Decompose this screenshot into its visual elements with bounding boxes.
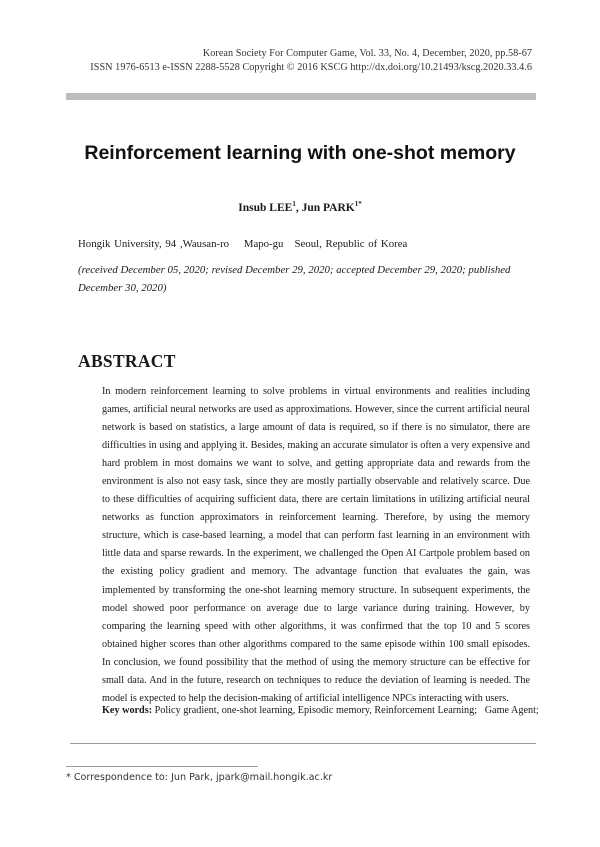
abstract-heading: ABSTRACT [78, 351, 176, 371]
keywords-line [102, 705, 539, 716]
section-divider [70, 743, 536, 744]
journal-citation-line: Korean Society For Computer Game, Vol. 33, No. 4, December, 2020, pp.58-67 [202, 48, 532, 59]
author-name: Insub LEE [238, 201, 293, 214]
abstract-body: In modern reinforcement learning to solve problems in virtual environments and realities including games, artificial neural networks are used as approximations. However, since the current artificial neural network is based on statistics, a large amount of data is required, so if there is no simulator, there are difficulties in using and applying it. Besides, making an accurate simulator is often a very expensive and hard problem in most domains we want to solve, and getting appropriate data and rewards from the environment is also not easy task, since they are mostly partially observable and relatively scarce. Due to these difficulties of acquiring sufficient data, there are certain limitations in utilizing artificial neural networks as function approximators in reinforcement learning. Therefore, by using the memory structure, which is case-based learning, a model that can perform fast learning in an environment with little data and sparse rewards. In the experiment, we challenged the Open AI Cartpole problem based on the existing policy gradient and memory. The advantage function that evaluates the gain, was implemented by transforming the one-shot learning memory structure. In subsequent experiments, the model showed poor performance on average due to large variance during training. However, by comparing the learning speed with other algorithms, it was confirmed that the top 10 and 5 scores obtained higher scores than other algorithms compared to the same episode within 100 small episodes. In conclusion, we found possibility that the method of using the memory structure can be effective for small data. And in the future, research on techniques to reduce the deviation of learning is needed. The model is expected to help the decision-making of artificial intelligence NPCs interacting with users. [102, 386, 530, 704]
author-list [0, 200, 600, 214]
correspondence-footnote: * Correspondence to: Jun Park, jpark@mail.hongik.ac.kr [66, 772, 333, 783]
affiliation: Hongik University, 94 ,Wausan-ro Mapo-gu Seoul, Republic of Korea [78, 238, 408, 250]
author-name: Jun PARK [301, 201, 355, 214]
footnote-divider [66, 766, 258, 767]
keywords-label: Key words: [102, 705, 153, 716]
author-affiliation-mark: 1* [354, 200, 362, 208]
issn-copyright-line: ISSN 1976-6513 e-ISSN 2288-5528 Copyright © 2016 KSCG http://dx.doi.org/10.21493/kscg.2020.33.4.6 [90, 62, 532, 73]
author-separator: , [295, 201, 302, 214]
author-affiliation-mark: 1 [292, 200, 296, 208]
publication-dates: (received December 05, 2020; revised December 29, 2020; accepted December 29, 2020; published December 30, 2020) [78, 264, 511, 294]
keywords-value: Policy gradient, one-shot learning, Episodic memory, Reinforcement Learning; Game Agent; [152, 705, 539, 716]
paper-title: Reinforcement learning with one-shot memory [84, 142, 516, 164]
header-divider-bar [66, 93, 536, 100]
